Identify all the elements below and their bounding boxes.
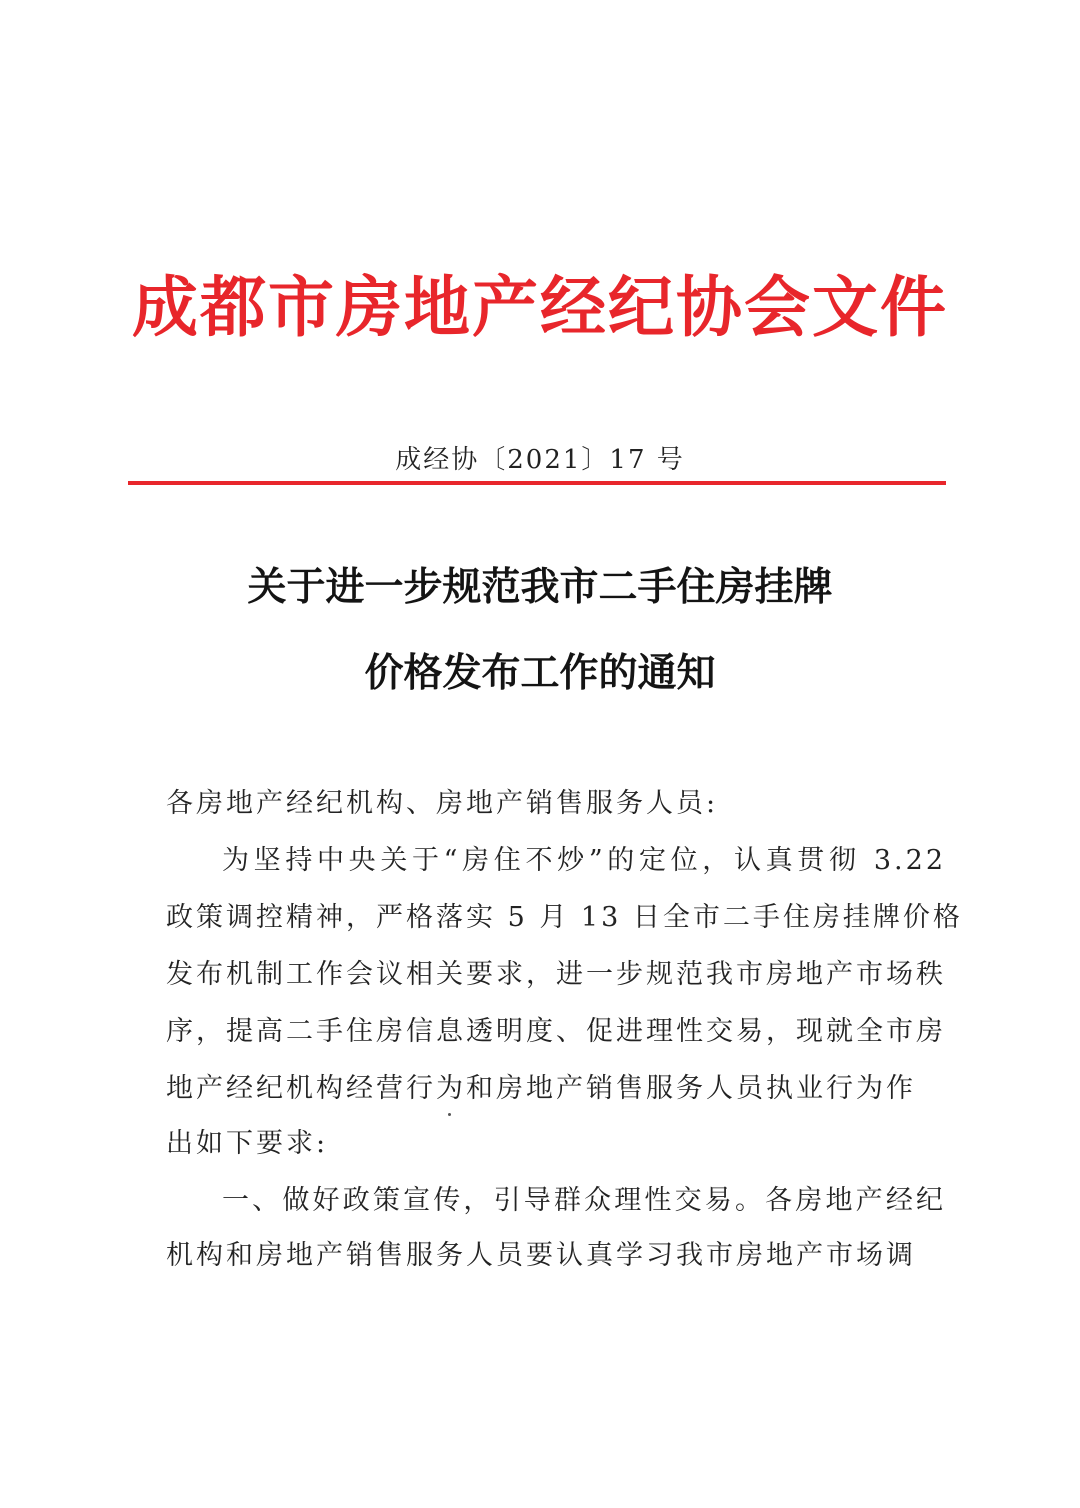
body-line-4: 序，提高二手住房信息透明度、促进理性交易，现就全市房: [166, 1016, 946, 1047]
red-divider-line: [128, 481, 946, 485]
issuer-heading: 成都市房地产经纪协会文件: [132, 268, 948, 346]
body-line-2: 政策调控精神，严格落实 5 月 13 日全市二手住房挂牌价格: [166, 902, 963, 933]
body-line-5: 地产经纪机构经营行为和房地产销售服务人员执业行为作: [166, 1073, 916, 1104]
body-line-1: 为坚持中央关于“房住不炒”的定位，认真贯彻 3.22: [222, 845, 946, 876]
salutation: 各房地产经纪机构、房地产销售服务人员:: [166, 788, 719, 819]
body-line-8: 机构和房地产销售服务人员要认真学习我市房地产市场调: [166, 1240, 916, 1271]
notice-title-line-2: 价格发布工作的通知: [364, 651, 716, 696]
body-line-7: 一、做好政策宣传，引导群众理性交易。各房地产经纪: [222, 1185, 946, 1216]
document-number: 成经协〔2021〕17 号: [395, 445, 685, 475]
scan-speck: [448, 1113, 451, 1116]
body-line-6: 出如下要求:: [166, 1128, 329, 1159]
body-line-3: 发布机制工作会议相关要求，进一步规范我市房地产市场秩: [166, 959, 946, 990]
notice-title-line-1: 关于进一步规范我市二手住房挂牌: [247, 565, 833, 610]
